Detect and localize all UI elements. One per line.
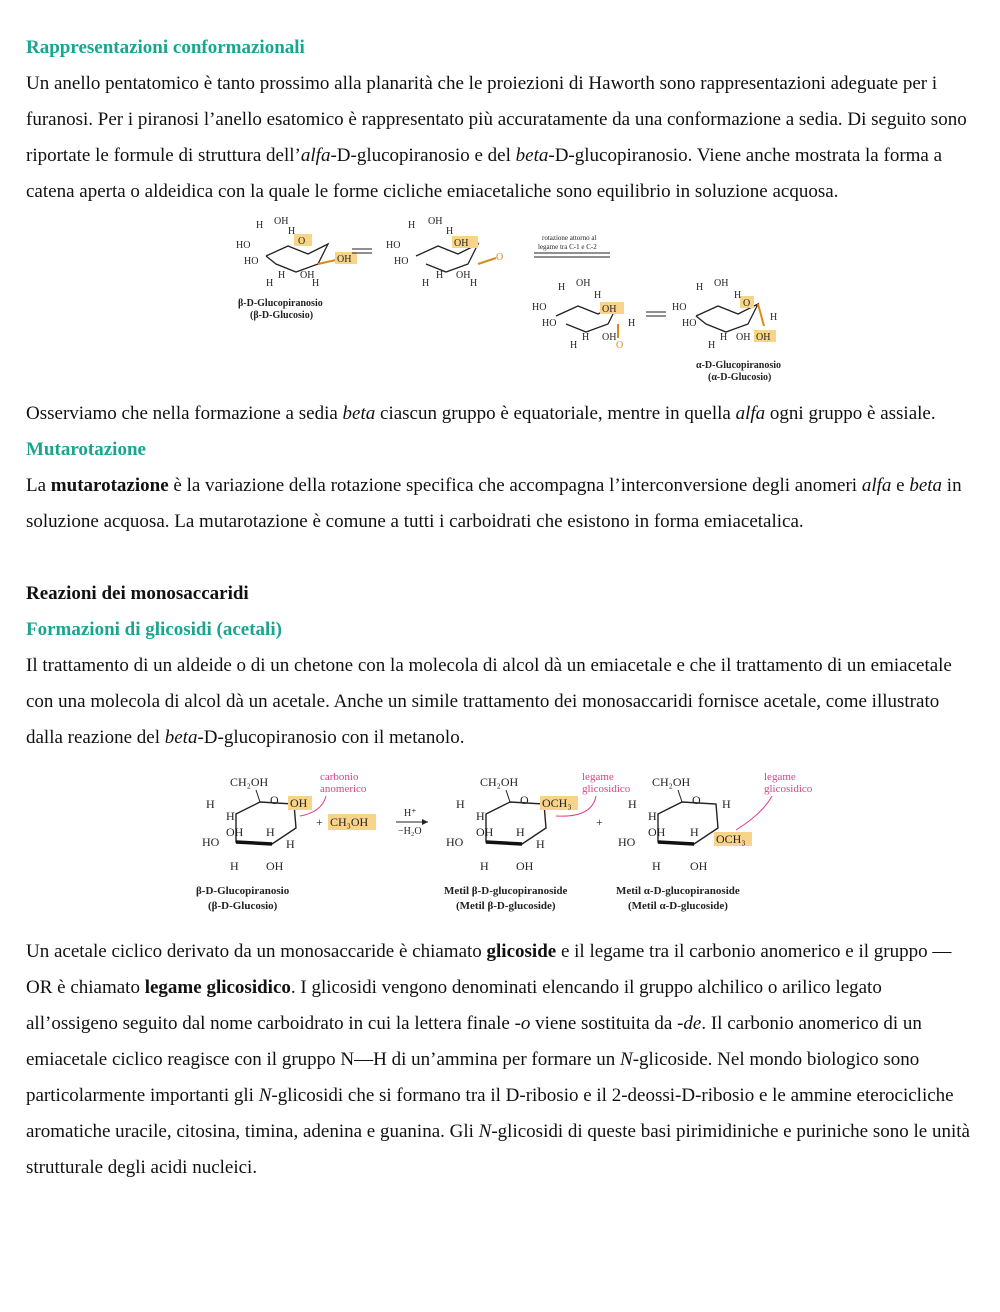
svg-text:H: H (278, 270, 286, 281)
svg-text:HO: HO (542, 318, 557, 329)
chair-conformation-figure (226, 216, 806, 390)
paragraph-mutarotation: La mutarotazione è la variazione della rotazione specifica che accompagna l’interconversione degli anomeri alfa e beta in soluzione acquosa. La mutarotazione è comune a tutti i carboidrati che esistono in forma emiacetalica. (26, 475, 962, 532)
svg-text:HO: HO (244, 256, 259, 267)
methyl-beta-glucoside-structure (444, 771, 631, 912)
svg-text:O: O (616, 340, 624, 351)
svg-text:OH: OH (516, 859, 534, 873)
svg-text:OH: OH (456, 270, 471, 281)
svg-text:H: H (536, 837, 545, 851)
svg-text:H: H (770, 312, 778, 323)
svg-text:OH: OH (476, 825, 494, 839)
svg-text:OH: OH (602, 332, 617, 343)
svg-text:HO: HO (682, 318, 697, 329)
paragraph-conformations: Un anello pentatomico è tanto prossimo alla planarità che le proiezioni di Haworth sono rappresentazioni adeguate per i furanosi. Per i piranosi l’anello esatomico è rappresentato più accuratamente da una conformazione a sedia. Di seguito sono riportate le formule di struttura dell’alfa-D-glucopiranosio e del beta-D-glucopiranosio. Viene anche mostrata la forma a catena aperta o aldeidica con la quale le forme cicliche emiacetaliche sono equilibrio in soluzione acquosa. (26, 73, 967, 202)
svg-text:β-D-Glucopiranosio: β-D-Glucopiranosio (196, 885, 290, 897)
svg-text:H: H (446, 226, 454, 237)
svg-text:H: H (206, 797, 215, 811)
glycoside-reaction-figure (196, 764, 836, 924)
svg-text:H: H (648, 809, 657, 823)
svg-text:H: H (286, 837, 295, 851)
svg-text:(β-D-Glucosio): (β-D-Glucosio) (250, 310, 314, 321)
svg-text:Metil α-D-glucopiranoside: Metil α-D-glucopiranoside (616, 885, 740, 897)
svg-text:legame tra C-1 e C-2: legame tra C-1 e C-2 (538, 243, 597, 251)
svg-text:O: O (743, 298, 751, 309)
svg-text:HO: HO (394, 256, 409, 267)
alpha-chair-structure (672, 278, 781, 383)
svg-text:O: O (298, 236, 306, 247)
svg-text:Metil β-D-glucopiranoside: Metil β-D-glucopiranoside (444, 885, 568, 897)
svg-text:H: H (708, 340, 716, 351)
svg-text:legame: legame (582, 771, 614, 783)
svg-text:OH: OH (226, 825, 244, 839)
svg-text:rotazione attorno al: rotazione attorno al (542, 234, 597, 242)
svg-text:OH: OH (428, 216, 443, 227)
svg-text:OH: OH (266, 859, 284, 873)
svg-text:(α-D-Glucosio): (α-D-Glucosio) (708, 372, 772, 383)
svg-text:HO: HO (236, 240, 251, 251)
svg-text:HO: HO (202, 835, 220, 849)
svg-text:H: H (470, 278, 478, 289)
svg-text:α-D-Glucopiranosio: α-D-Glucopiranosio (696, 360, 782, 371)
svg-text:HO: HO (672, 302, 687, 313)
svg-text:H: H (408, 220, 416, 231)
beta-glucopyranose-structure (196, 771, 367, 912)
svg-text:H: H (422, 278, 430, 289)
svg-text:O: O (270, 793, 279, 807)
svg-text:anomerico: anomerico (320, 783, 367, 795)
svg-text:H: H (582, 332, 590, 343)
svg-text:H: H (226, 809, 235, 823)
svg-text:OH: OH (648, 825, 666, 839)
svg-text:H: H (288, 226, 296, 237)
svg-text:CH₂OH: CH₂OH (480, 775, 519, 789)
svg-text:H: H (476, 809, 485, 823)
svg-text:OCH₃: OCH₃ (716, 832, 746, 846)
svg-text:glicosidico: glicosidico (582, 783, 631, 795)
svg-text:H⁺: H⁺ (404, 808, 417, 819)
svg-text:carbonio: carbonio (320, 771, 359, 783)
svg-text:O: O (692, 793, 701, 807)
svg-text:H: H (456, 797, 465, 811)
svg-text:H: H (720, 332, 728, 343)
svg-text:O: O (496, 252, 504, 263)
svg-text:OH: OH (290, 796, 308, 810)
svg-text:H: H (628, 318, 636, 329)
svg-text:glicosidico: glicosidico (764, 783, 813, 795)
svg-text:OH: OH (602, 304, 617, 315)
svg-text:H: H (690, 825, 699, 839)
beta-chair-structure (236, 216, 357, 321)
svg-text:CH₂OH: CH₂OH (230, 775, 269, 789)
svg-text:(Metil α-D-glucoside): (Metil α-D-glucoside) (628, 900, 728, 912)
svg-text:H: H (266, 278, 274, 289)
section-title-mutarotation: Mutarotazione (26, 439, 146, 460)
svg-text:H: H (256, 220, 264, 231)
document-page (26, 30, 976, 1186)
svg-text:OH: OH (576, 278, 591, 289)
svg-text:OH: OH (454, 238, 469, 249)
paragraph-chair-observation: Osserviamo che nella formazione a sedia beta ciascun gruppo è equatoriale, mentre in quella alfa ogni gruppo è assiale. (26, 403, 936, 424)
svg-text:β-D-Glucopiranosio: β-D-Glucopiranosio (238, 298, 323, 309)
svg-text:(β-D-Glucosio): (β-D-Glucosio) (208, 900, 278, 912)
svg-text:H: H (230, 859, 239, 873)
svg-text:H: H (480, 859, 489, 873)
svg-text:legame: legame (764, 771, 796, 783)
svg-text:H: H (570, 340, 578, 351)
svg-text:H: H (594, 290, 602, 301)
svg-text:OH: OH (300, 270, 315, 281)
svg-text:H: H (558, 282, 566, 293)
svg-text:OH: OH (736, 332, 751, 343)
svg-text:H: H (436, 270, 444, 281)
svg-text:H: H (734, 290, 742, 301)
svg-text:OH: OH (337, 254, 352, 265)
svg-text:OH: OH (690, 859, 708, 873)
section-title-reactions: Reazioni dei monosaccaridi (26, 583, 249, 604)
svg-text:O: O (520, 793, 529, 807)
svg-text:CH₃OH: CH₃OH (330, 815, 369, 829)
svg-text:H: H (696, 282, 704, 293)
svg-text:OH: OH (756, 332, 771, 343)
svg-text:H: H (516, 825, 525, 839)
svg-text:OH: OH (274, 216, 289, 227)
svg-text:OH: OH (714, 278, 729, 289)
svg-text:OCH₃: OCH₃ (542, 796, 572, 810)
section-title-conformations: Rappresentazioni conformazionali (26, 37, 305, 58)
svg-text:+: + (596, 815, 603, 829)
methyl-alpha-glucoside-structure (616, 771, 813, 912)
svg-text:HO: HO (532, 302, 547, 313)
svg-text:−H₂O: −H₂O (398, 826, 422, 837)
section-subtitle-glycosides: Formazioni di glicosidi (acetali) (26, 619, 282, 640)
svg-text:HO: HO (618, 835, 636, 849)
paragraph-glycoside-naming: Un acetale ciclico derivato da un monosaccaride è chiamato glicoside e il legame tra il carbonio anomerico e il gruppo —OR è chiamato legame glicosidico. I glicosidi vengono denominati elencando il gruppo alchilico o arilico legato all’ossigeno seguito dal nome carboidrato in cui la lettera finale -o viene sostituita da -de. Il carbonio anomerico di un emiacetale ciclico reagisce con il gruppo N—H di un’ammina per formare un N-glicoside. Nel mondo biologico sono particolarmente importanti gli N-glicosidi che si formano tra il D-ribosio e il 2-deossi-D-ribosio e le ammine eterocicliche aromatiche uracile, citosina, timina, adenina e guanina. Gli N-glicosidi di queste basi pirimidiniche e puriniche sono le unità strutturale degli acidi nucleici. (26, 941, 970, 1178)
svg-text:H: H (652, 859, 661, 873)
paragraph-glycoside-formation: Il trattamento di un aldeide o di un chetone con la molecola di alcol dà un emiacetale e che il trattamento di un emiacetale con una molecola di alcol dà un acetale. Anche un simile trattamento dei monosaccaridi fornisce acetale, come illustrato dalla reazione del beta-D-glucopiranosio con il metanolo. (26, 655, 952, 748)
open-chain-structure-2 (532, 278, 635, 351)
svg-text:HO: HO (446, 835, 464, 849)
svg-text:H: H (312, 278, 320, 289)
svg-text:(Metil β-D-glucoside): (Metil β-D-glucoside) (456, 900, 556, 912)
svg-text:H: H (628, 797, 637, 811)
svg-text:H: H (266, 825, 275, 839)
svg-text:CH₂OH: CH₂OH (652, 775, 691, 789)
svg-text:+: + (316, 815, 323, 829)
open-chain-structure-1 (386, 216, 503, 289)
svg-text:HO: HO (386, 240, 401, 251)
svg-text:H: H (722, 797, 731, 811)
